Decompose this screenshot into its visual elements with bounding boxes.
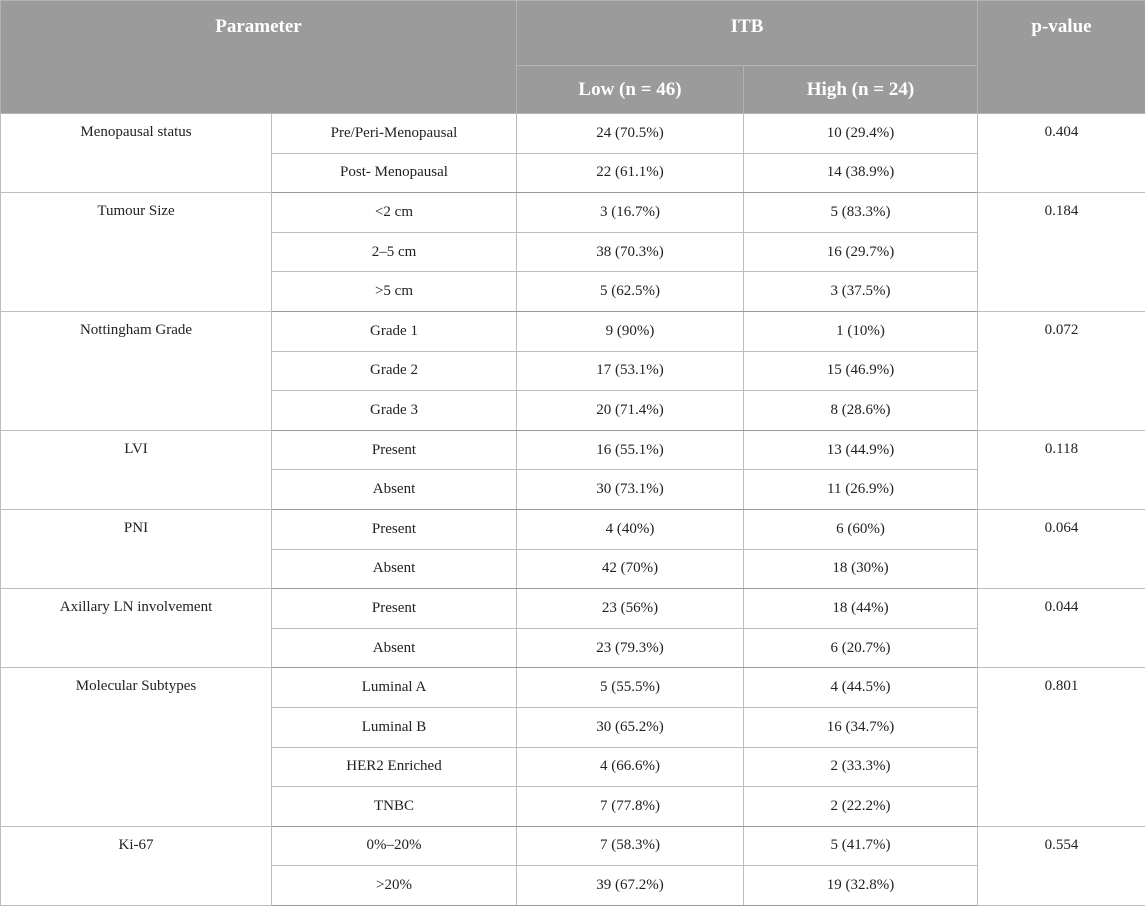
category-cell: Luminal A: [272, 668, 517, 708]
low-cell: 39 (67.2%): [517, 866, 744, 906]
high-cell: 16 (34.7%): [744, 707, 978, 747]
header-low-label: Low (n = 46): [517, 79, 743, 101]
category-cell: 0%–20%: [272, 826, 517, 866]
category-cell: Absent: [272, 628, 517, 668]
high-cell: 2 (33.3%): [744, 747, 978, 787]
low-cell: 5 (55.5%): [517, 668, 744, 708]
parameter-cell: Menopausal status: [1, 114, 272, 193]
table-row: [1, 193, 1145, 233]
header-high: [744, 66, 978, 114]
p-value-cell: 0.801: [978, 668, 1145, 826]
p-value-cell: 0.118: [978, 430, 1145, 509]
low-cell: 38 (70.3%): [517, 232, 744, 272]
high-cell: 6 (60%): [744, 509, 978, 549]
parameter-cell: Nottingham Grade: [1, 311, 272, 430]
table-row: [1, 509, 1145, 549]
header-p-value: [978, 1, 1145, 114]
parameter-cell: Axillary LN involvement: [1, 589, 272, 668]
high-cell: 13 (44.9%): [744, 430, 978, 470]
low-cell: 30 (73.1%): [517, 470, 744, 510]
high-cell: 16 (29.7%): [744, 232, 978, 272]
high-cell: 6 (20.7%): [744, 628, 978, 668]
header-itb: [517, 1, 978, 66]
category-cell: Grade 1: [272, 311, 517, 351]
header-parameter-label: Parameter: [1, 16, 516, 38]
category-cell: 2–5 cm: [272, 232, 517, 272]
low-cell: 23 (79.3%): [517, 628, 744, 668]
low-cell: 42 (70%): [517, 549, 744, 589]
p-value-cell: 0.184: [978, 193, 1145, 312]
low-cell: 20 (71.4%): [517, 391, 744, 431]
header-itb-label: ITB: [517, 16, 977, 38]
parameter-cell: Tumour Size: [1, 193, 272, 312]
low-cell: 4 (66.6%): [517, 747, 744, 787]
table-row: [1, 826, 1145, 866]
low-cell: 22 (61.1%): [517, 153, 744, 193]
category-cell: Present: [272, 509, 517, 549]
high-cell: 8 (28.6%): [744, 391, 978, 431]
parameter-cell: PNI: [1, 509, 272, 588]
high-cell: 10 (29.4%): [744, 114, 978, 154]
high-cell: 14 (38.9%): [744, 153, 978, 193]
category-cell: Grade 3: [272, 391, 517, 431]
low-cell: 5 (62.5%): [517, 272, 744, 312]
table-row: [1, 668, 1145, 708]
category-cell: Post- Menopausal: [272, 153, 517, 193]
category-cell: Present: [272, 589, 517, 629]
category-cell: Present: [272, 430, 517, 470]
parameter-cell: Ki-67: [1, 826, 272, 905]
category-cell: Absent: [272, 549, 517, 589]
table-row: [1, 589, 1145, 629]
category-cell: <2 cm: [272, 193, 517, 233]
category-cell: HER2 Enriched: [272, 747, 517, 787]
high-cell: 19 (32.8%): [744, 866, 978, 906]
high-cell: 15 (46.9%): [744, 351, 978, 391]
category-cell: >20%: [272, 866, 517, 906]
low-cell: 3 (16.7%): [517, 193, 744, 233]
category-cell: Pre/Peri-Menopausal: [272, 114, 517, 154]
p-value-cell: 0.072: [978, 311, 1145, 430]
parameter-cell: Molecular Subtypes: [1, 668, 272, 826]
low-cell: 9 (90%): [517, 311, 744, 351]
high-cell: 18 (30%): [744, 549, 978, 589]
high-cell: 5 (41.7%): [744, 826, 978, 866]
table-body: [1, 114, 1145, 906]
low-cell: 4 (40%): [517, 509, 744, 549]
low-cell: 7 (77.8%): [517, 787, 744, 827]
p-value-cell: 0.404: [978, 114, 1145, 193]
table-row: [1, 430, 1145, 470]
header-low: [517, 66, 744, 114]
low-cell: 17 (53.1%): [517, 351, 744, 391]
p-value-cell: 0.554: [978, 826, 1145, 905]
high-cell: 11 (26.9%): [744, 470, 978, 510]
high-cell: 18 (44%): [744, 589, 978, 629]
p-value-cell: 0.064: [978, 509, 1145, 588]
low-cell: 30 (65.2%): [517, 707, 744, 747]
category-cell: Luminal B: [272, 707, 517, 747]
high-cell: 4 (44.5%): [744, 668, 978, 708]
table-row: [1, 114, 1145, 154]
table-row: [1, 311, 1145, 351]
category-cell: Absent: [272, 470, 517, 510]
header-parameter: [1, 1, 517, 114]
low-cell: 24 (70.5%): [517, 114, 744, 154]
table-header: [1, 1, 1145, 114]
parameter-cell: LVI: [1, 430, 272, 509]
high-cell: 2 (22.2%): [744, 787, 978, 827]
header-high-label: High (n = 24): [744, 79, 977, 101]
category-cell: TNBC: [272, 787, 517, 827]
high-cell: 3 (37.5%): [744, 272, 978, 312]
high-cell: 1 (10%): [744, 311, 978, 351]
high-cell: 5 (83.3%): [744, 193, 978, 233]
header-p-value-label: p-value: [978, 16, 1145, 38]
category-cell: >5 cm: [272, 272, 517, 312]
low-cell: 23 (56%): [517, 589, 744, 629]
low-cell: 7 (58.3%): [517, 826, 744, 866]
low-cell: 16 (55.1%): [517, 430, 744, 470]
p-value-cell: 0.044: [978, 589, 1145, 668]
category-cell: Grade 2: [272, 351, 517, 391]
